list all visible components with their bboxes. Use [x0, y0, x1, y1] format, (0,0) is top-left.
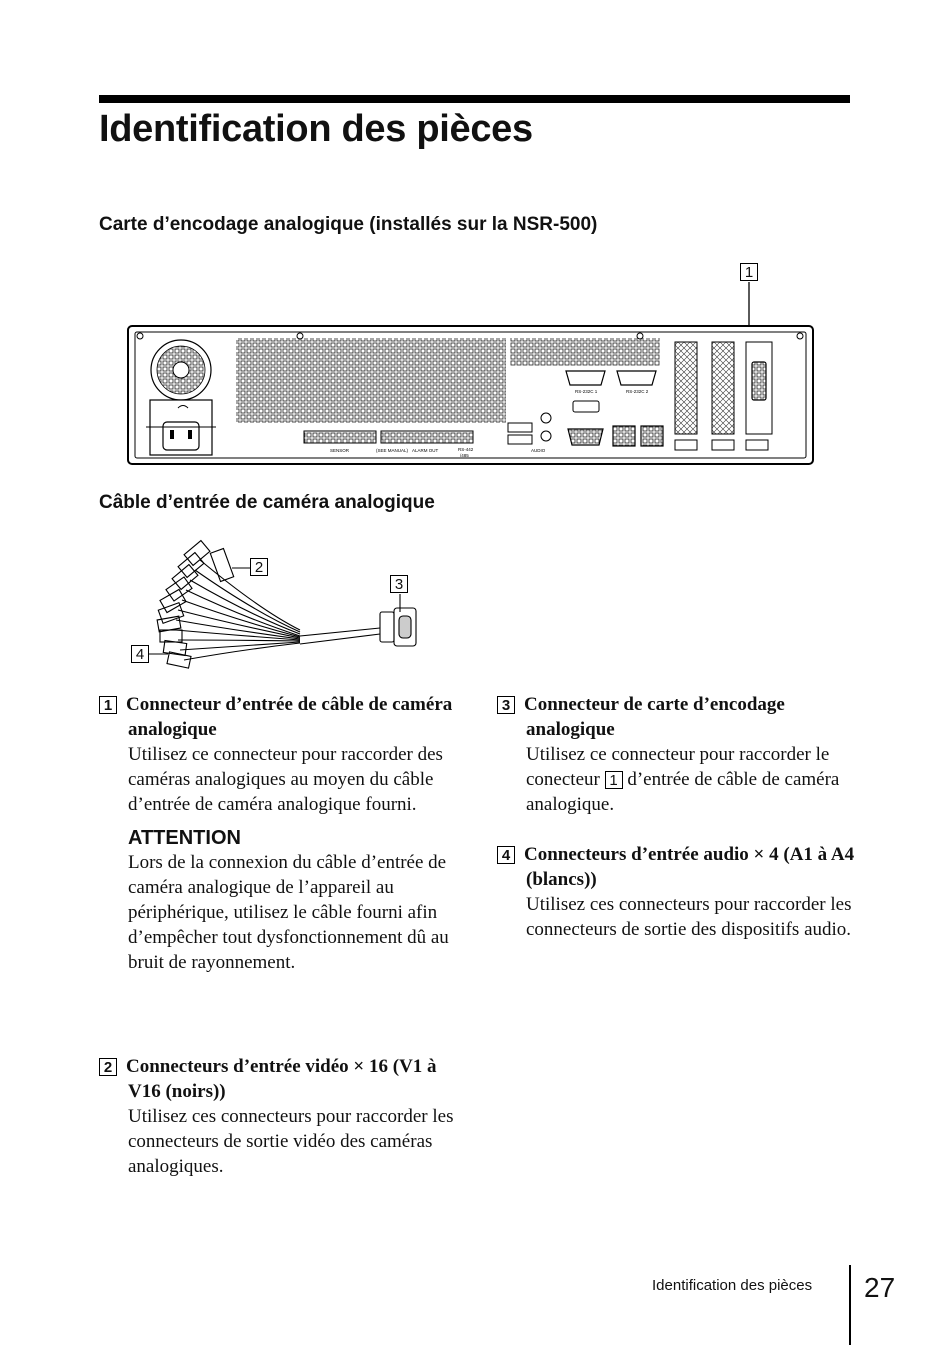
callout-number: 1: [740, 263, 758, 281]
item-3-body-before: Utilisez ce connecteur pour raccorder le conecteur: [526, 744, 830, 790]
item-number: 3: [497, 696, 515, 714]
alarm-out-label: ALARM OUT: [412, 448, 439, 453]
callout-number: 3: [390, 575, 408, 593]
item-4-body: Utilisez ces connecteurs pour raccorder les connecteurs de sortie des dispositifs audio.: [526, 894, 852, 940]
attention-heading: ATTENTION: [128, 827, 241, 849]
item-heading-text: Connecteur de carte d’encodage analogique: [524, 694, 785, 740]
sensor-label: SENSOR: [330, 448, 350, 453]
item-1-heading: [99, 692, 459, 742]
audio-label: AUDIO: [531, 448, 546, 453]
item-2: [99, 1054, 459, 1179]
item-number: 4: [497, 846, 515, 864]
footer-section-label: Identification des pièces: [652, 1277, 813, 1294]
item-heading-text: Connecteurs d’entrée audio × 4 (A1 à A4 (blancs)): [524, 844, 855, 890]
item-number: 1: [99, 696, 117, 714]
item-3-body-after: d’entrée de câble de caméra analogique.: [526, 769, 840, 815]
page-number: 27: [864, 1272, 896, 1303]
item-heading-text: Connecteurs d’entrée vidéo × 16 (V1 à V16 (noirs)): [126, 1056, 437, 1102]
section-title-encoding-card: Carte d’encodage analogique (installés sur la NSR-500): [99, 214, 598, 235]
see-manual-label: (SEE MANUAL): [376, 448, 409, 453]
item-2-heading: [99, 1054, 459, 1104]
page-title: Identification des pièces: [99, 108, 533, 150]
rs232c1-label: RS-232C 1: [575, 389, 598, 394]
rs442-label: RS-442: [458, 447, 474, 452]
callout-number: 2: [250, 558, 268, 576]
item-number: 2: [99, 1058, 117, 1076]
callout-number: 4: [131, 645, 149, 663]
item-4: [497, 842, 857, 942]
rs485-label: /485: [460, 453, 469, 458]
section-title-camera-cable: Câble d’entrée de caméra analogique: [99, 492, 435, 513]
attention-body: Lors de la connexion du câble d’entrée de caméra analogique de l’appareil au périphérique, utilisez le câble fourni afin d’empêcher tout dysfonctionnement dû au bruit de rayonnement.: [128, 852, 449, 973]
rs232c2-label: RS-232C 2: [626, 389, 649, 394]
footer-divider: [849, 1265, 851, 1345]
item-3: [497, 692, 857, 817]
inline-ref-number: 1: [605, 771, 623, 789]
item-3-heading: [497, 692, 857, 742]
item-heading-text: Connecteur d’entrée de câble de caméra analogique: [126, 694, 453, 740]
item-3-body: [497, 742, 857, 817]
item-4-heading: [497, 842, 857, 892]
item-1-body: Utilisez ce connecteur pour raccorder des caméras analogiques au moyen du câble d’entrée de caméra analogique fourni.: [128, 744, 443, 815]
item-2-body: Utilisez ces connecteurs pour raccorder les connecteurs de sortie vidéo des caméras analogiques.: [128, 1106, 454, 1177]
item-1: [99, 692, 459, 975]
